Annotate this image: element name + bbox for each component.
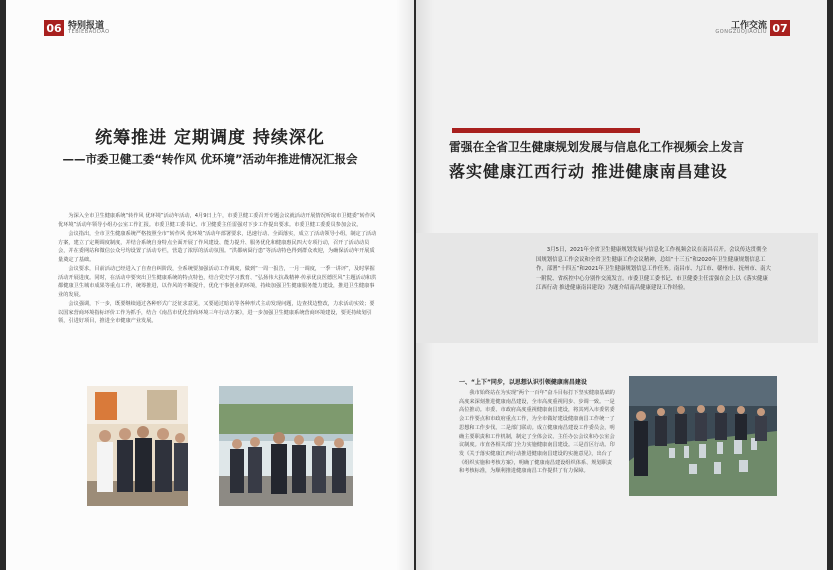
paragraph: 会议强调，下一步，既要继续通过各种形式广泛征求意见，又要通过暗访等各种形式主动发现问题，边查找边整改，力求活动实效；要以国家营商环境指标评价工作为抓手，结合《南昌市优化营商环境三年行动方案》，进一步加强卫生健康系统营商环境建设，要更持续划引领，引进好项目，推进全市健康产业发展。 — [58, 301, 375, 324]
section-title: 特别报道 — [68, 21, 105, 31]
paragraph: 3月5日，2021年全省卫生健康规划发展与信息化工作视频会议在南昌召开。会议传达贯彻全国规划信息工作会议和全省卫生健康工作会议精神，总结“十三五”和2020年卫生健康规划信息工作，部署“十四五”和2021年卫生健康规划信息工作任务。南昌市、九江市、赣州市、抚州市、南大一附院、省疾控中心分别作交流发言。市委卫健工委书记、市卫健委主任雷强在会上以《落实健康江西行动 推进健康南昌建设》为题介绍南昌健康建设工作经验。 — [536, 247, 771, 291]
article-title: 雷强在全省卫生健康规划发展与信息化工作视频会上发言 — [449, 140, 744, 154]
gutter-shadow — [396, 0, 414, 570]
meeting-photo-1 — [87, 386, 188, 506]
article-headline: 落实健康江西行动 推进健康南昌建设 — [449, 162, 728, 181]
paragraph: 为深入全市卫生健康系统“转作风 优环境”活动年活动，4月9日上午，市委卫健工委召开专题会议就活动开展情况听取市卫健委“转作风 优环境”活动年领导小组办公室工作汇报。市委卫健工委书记、市卫健委主任雷强对下步工作提出要求。市委卫健工委委员参加会议。 — [58, 213, 376, 228]
section-heading: 一、“上下”同步，以思想认识引领健康南昌建设 — [459, 379, 587, 386]
section-subtitle: TEBIEBAODAO — [68, 29, 110, 35]
article-body — [459, 389, 617, 476]
intro-text — [536, 246, 772, 294]
accent-bar — [452, 128, 640, 133]
section-subtitle: GONGZUOJIAOLIU — [715, 29, 767, 35]
paragraph: 会议要求，目前活动已经进入了自查自纠阶段，全系统要加强活动工作调度，做到“一周一报告，一月一调度，一季一讲评”，及时掌握活动开展进度。同时，在活动中要突出卫生健康系统的特点特色，结合党史学习教育、“弘扬伟大抗战精神·传承优良医德医风”主题活动和洪都健康卫生城市成果等重点工作，统筹推进，以作风的不断提升，优化干事创业的环境，持续加强卫生健康服务能力建设，推进卫生健康事业的发展。 — [58, 266, 377, 298]
meeting-photo-2 — [219, 386, 353, 506]
paragraph: 会议指出，全市卫生健康系统严格按照全市“转作风 优环境”活动年部署要求，迅速行动、全面落实，成立了活动领导小组，制定了活动方案，建立了定期调度制度，并结合系统自身特点全面开展了作风建设、能力提升、服务优化和健康惠民四大专项行动，召开了活动动员会，并在委网站和微信公众号均设置了活动专栏，营造了浓厚的活动氛围。“洪都病囧行患”等活动特色得到群众欢迎，为确保活动年开展质量奠定了基础。 — [58, 231, 377, 263]
page-number: 07 — [770, 20, 790, 36]
article-subtitle: ——市委卫健工委“转作风 优环境”活动年推进情况汇报会 — [62, 152, 358, 166]
left-page — [6, 0, 414, 570]
article-body — [58, 212, 378, 327]
paragraph: 我市始终站在为实现“两个一百年”奋斗目标打下坚实健康基础的高度来深刻推进健康南昌建设，全市高度重视同步、步调一致。一是高位推动。市委、市政府高度重视健康南昌建设，将其列入市委常委会工作要点和市政府重点工作，为全市做好建设健康南昌工作统一了思想和工作步伐。二是部门联动。成立健康南昌建设工作委员会，明确主要职责和工作机制，制定了全体会议、主任办公会议和办公室会议制度。市直各相关部门全力实施健康南昌建设。三是首区行动。印发《关于落实健康江西行动推进健康南昌建设的实施意见》，出台了《组织实施和考核方案》，明确了健康南昌建设组织体系、规划职责和考核标准，为顺利推进健康南昌工作提供了有力保障。 — [459, 390, 615, 475]
section-title: 工作交流 — [730, 21, 767, 31]
page-number: 06 — [44, 20, 64, 36]
exhibition-photo — [629, 376, 777, 496]
right-page — [416, 0, 827, 570]
article-title: 统筹推进 定期调度 持续深化 — [95, 128, 325, 148]
